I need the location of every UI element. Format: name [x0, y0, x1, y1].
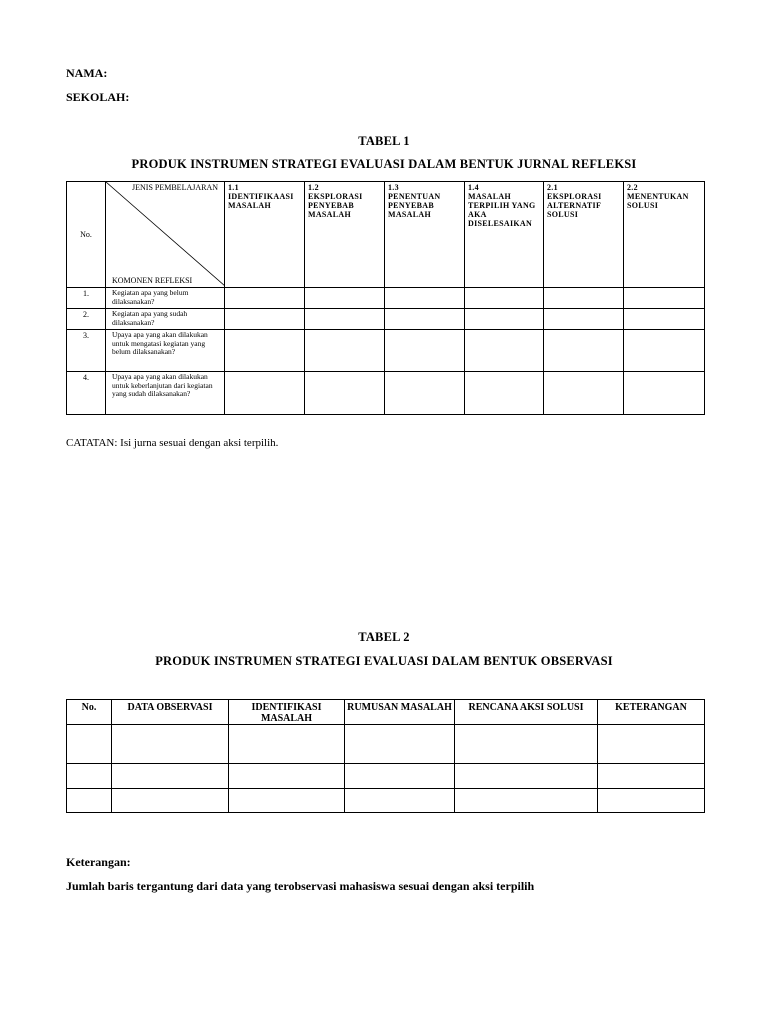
row-number: 1.	[67, 288, 106, 309]
diag-bottom-label: KOMONEN REFLEKSI	[112, 276, 193, 285]
table-cell[interactable]	[225, 330, 305, 372]
table-cell[interactable]	[112, 764, 229, 789]
table-cell[interactable]	[624, 309, 705, 330]
table-row	[67, 764, 705, 789]
col-header-rencana-aksi-solusi: RENCANA AKSI SOLUSI	[455, 700, 598, 725]
table-cell[interactable]	[598, 764, 705, 789]
table-row	[67, 288, 705, 309]
col-header-rumusan-masalah: RUMUSAN MASALAH	[345, 700, 455, 725]
table1-title: PRODUK INSTRUMEN STRATEGI EVALUASI DALAM BENTUK JURNAL REFLEKSI	[131, 157, 637, 171]
table-row	[67, 789, 705, 813]
sekolah-label: SEKOLAH:	[66, 90, 130, 104]
col-no-header	[67, 182, 106, 288]
col-header-2-2: 2.2 MENENTUKAN SOLUSI	[624, 182, 705, 288]
table-cell[interactable]	[624, 330, 705, 372]
table-cell[interactable]	[465, 288, 544, 309]
table-cell[interactable]	[229, 725, 345, 764]
table-cell[interactable]	[455, 725, 598, 764]
table-cell[interactable]	[455, 789, 598, 813]
table-cell[interactable]	[385, 372, 465, 415]
table-cell[interactable]	[345, 764, 455, 789]
keterangan-text: Jumlah baris tergantung dari data yang terobservasi mahasiswa sesuai dengan aksi terpilih	[66, 879, 535, 893]
diag-top-label: JENIS PEMBELAJARAN	[132, 183, 219, 192]
table-cell[interactable]	[112, 789, 229, 813]
col-header-no: No.	[67, 700, 112, 725]
table-cell[interactable]	[67, 789, 112, 813]
table-row	[67, 309, 705, 330]
table1-caption: TABEL 1	[358, 134, 410, 148]
col-header-1-4: 1.4 MASALAH TERPILIH YANG AKA DISELESAIKAN	[465, 182, 544, 288]
table1-note: CATATAN: Isi jurna sesuai dengan aksi terpilih.	[66, 437, 279, 449]
table2-caption: TABEL 2	[358, 630, 410, 644]
table-cell[interactable]	[112, 725, 229, 764]
table-cell[interactable]	[624, 288, 705, 309]
row-label: Upaya apa yang akan dilakukan untuk mengatasi kegiatan yang belum dilaksanakan?	[106, 330, 225, 372]
table-cell[interactable]	[229, 789, 345, 813]
observation-table	[66, 699, 705, 813]
table-cell[interactable]	[305, 309, 385, 330]
table-cell[interactable]	[465, 309, 544, 330]
diagonal-line	[106, 182, 225, 286]
table-cell[interactable]	[544, 309, 624, 330]
table-cell[interactable]	[345, 789, 455, 813]
col-header-keterangan: KETERANGAN	[598, 700, 705, 725]
reflection-journal-table	[66, 181, 705, 415]
table-cell[interactable]	[598, 725, 705, 764]
table-cell[interactable]	[624, 372, 705, 415]
table-cell[interactable]	[225, 288, 305, 309]
table-cell[interactable]	[305, 330, 385, 372]
col-header-1-1: 1.1 IDENTIFIKAASI MASALAH	[225, 182, 305, 288]
table-row	[67, 372, 705, 415]
row-number: 3.	[67, 330, 106, 372]
col-header-2-1: 2.1 EKSPLORASI ALTERNATIF SOLUSI	[544, 182, 624, 288]
nama-label: NAMA:	[66, 66, 108, 80]
col-header-1-3: 1.3 PENENTUAN PENYEBAB MASALAH	[385, 182, 465, 288]
table-cell[interactable]	[598, 789, 705, 813]
row-label: Kegiatan apa yang sudah dilaksanakan?	[106, 309, 225, 330]
keterangan-label: Keterangan:	[66, 855, 131, 869]
table-cell[interactable]	[225, 372, 305, 415]
row-label: Upaya apa yang akan dilakukan untuk keberlanjutan dari kegiatan yang sudah dilaksanakan?	[106, 372, 225, 415]
table2-title: PRODUK INSTRUMEN STRATEGI EVALUASI DALAM BENTUK OBSERVASI	[155, 654, 613, 668]
table-cell[interactable]	[465, 372, 544, 415]
row-number: 2.	[67, 309, 106, 330]
col-header-1-2: 1.2 EKSPLORASI PENYEBAB MASALAH	[305, 182, 385, 288]
table-cell[interactable]	[305, 288, 385, 309]
table-cell[interactable]	[225, 309, 305, 330]
table-cell[interactable]	[385, 288, 465, 309]
table-cell[interactable]	[544, 372, 624, 415]
table-cell[interactable]	[544, 288, 624, 309]
table-cell[interactable]	[544, 330, 624, 372]
table-cell[interactable]	[67, 725, 112, 764]
table-cell[interactable]	[229, 764, 345, 789]
col-header-identifikasi-masalah: IDENTIFIKASI MASALAH	[229, 700, 345, 725]
table-cell[interactable]	[455, 764, 598, 789]
table-row	[67, 330, 705, 372]
table-cell[interactable]	[465, 330, 544, 372]
row-number: 4.	[67, 372, 106, 415]
table-cell[interactable]	[67, 764, 112, 789]
table-cell[interactable]	[345, 725, 455, 764]
col-header-data-observasi: DATA OBSERVASI	[112, 700, 229, 725]
table-cell[interactable]	[385, 330, 465, 372]
diagonal-header-cell	[106, 182, 225, 288]
table-row	[67, 725, 705, 764]
table-cell[interactable]	[305, 372, 385, 415]
table-cell[interactable]	[385, 309, 465, 330]
col-no-label: No.	[80, 230, 92, 239]
row-label: Kegiatan apa yang belum dilaksanakan?	[106, 288, 225, 309]
